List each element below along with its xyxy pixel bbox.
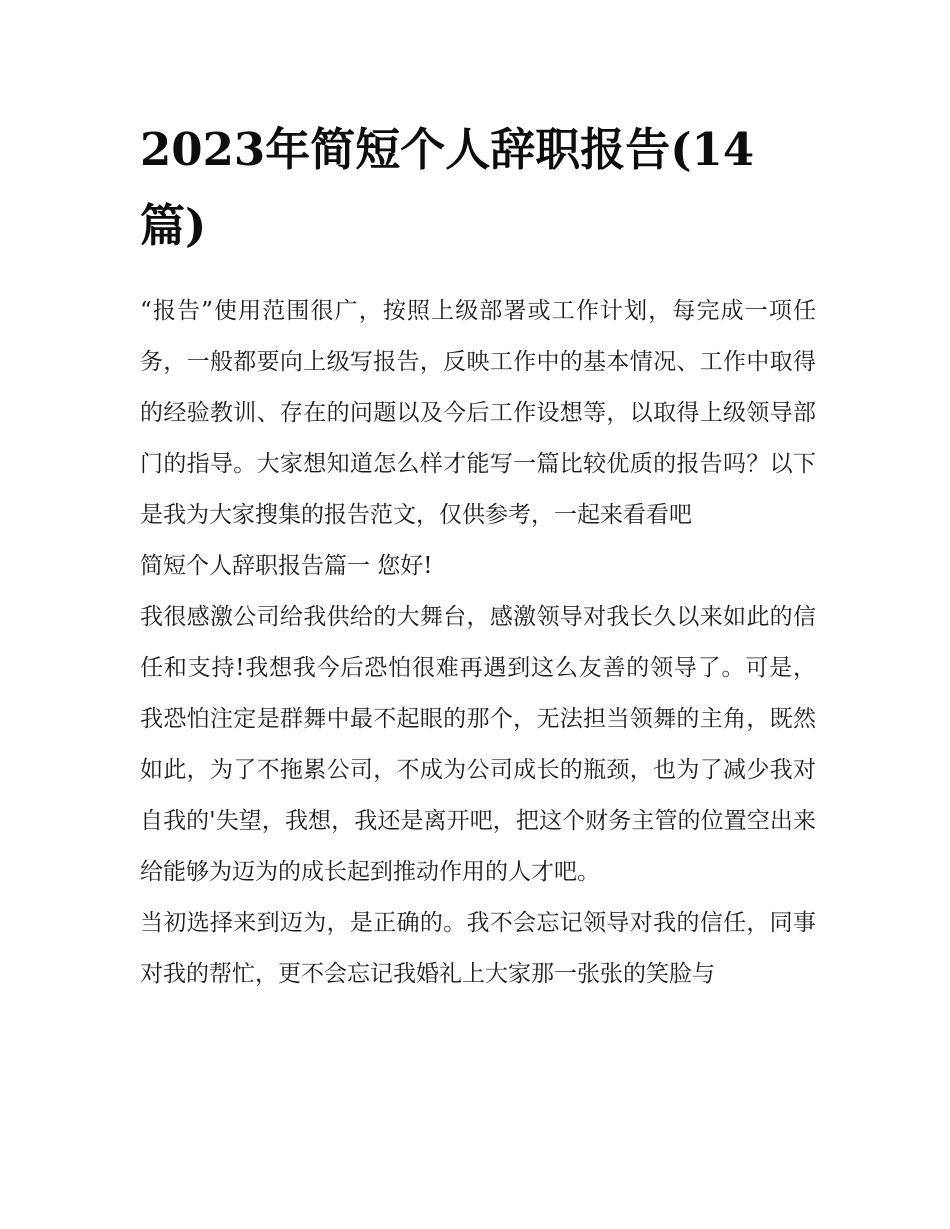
intro-paragraph: “报告”使用范围很广，按照上级部署或工作计划，每完成一项任务，一般都要向上级写报告，反映工作中的基本情况、工作中取得的经验教训、存在的问题以及今后工作设想等，以取得上级领导部门的指导。大家想知道怎么样才能写一篇比较优质的报告吗？以下是我为大家搜集的报告范文，仅供参考，一起来看看吧 [140,298,816,528]
document-body [140,286,816,1000]
body-paragraph: 我很感激公司给我供给的大舞台，感激领导对我长久以来如此的信任和支持!我想我今后恐怕很难再遇到这么友善的领导了。可是，我恐怕注定是群舞中最不起眼的那个，无法担当领舞的主角，既然如此，为了不拖累公司，不成为公司成长的瓶颈，也为了减少我对自我的'失望，我想，我还是离开吧，把这个财务主管的位置空出来给能够为迈为的成长起到推动作用的人才吧。 [140,604,816,885]
document-title: 2023年简短个人辞职报告(14篇) [140,123,755,252]
section-heading-paragraph: 简短个人辞职报告篇一 您好! [140,553,433,579]
body-paragraph: 当初选择来到迈为，是正确的。我不会忘记领导对我的信任，同事对我的帮忙，更不会忘记我婚礼上大家那一张张的笑脸与 [140,910,816,987]
document-page [140,112,816,1000]
